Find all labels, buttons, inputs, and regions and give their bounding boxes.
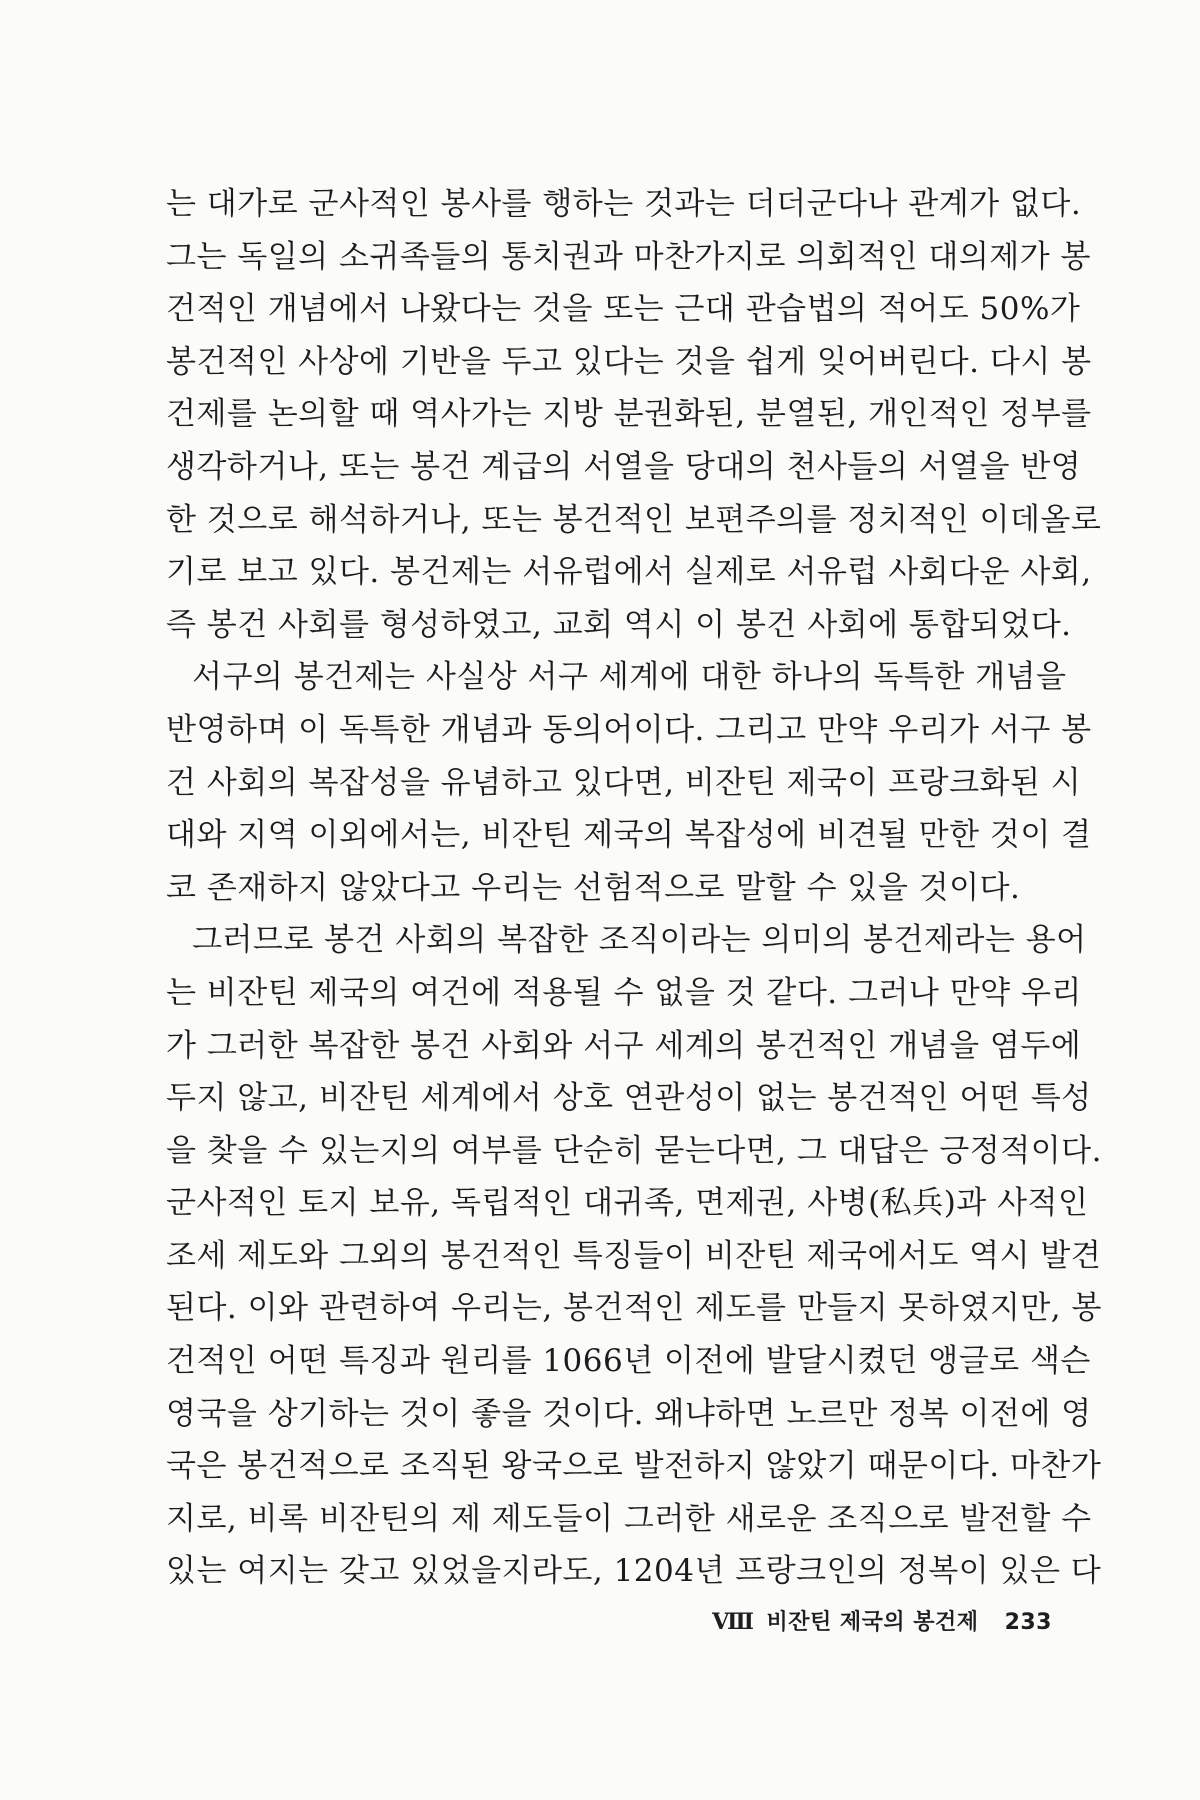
chapter-number: Ⅷ [712,1609,755,1635]
text-line: 대와 지역 이외에서는, 비잔틴 제국의 복잡성에 비견될 만한 것이 결 [166,817,1092,854]
text-line: 된다. 이와 관련하여 우리는, 봉건적인 제도를 만들지 못하였지만, 봉 [166,1290,1102,1327]
paragraph [166,651,1092,914]
text-line: 한 것으로 해석하거나, 또는 봉건적인 보편주의를 정치적인 이데올로 [166,501,1102,538]
running-footer [712,1605,1052,1636]
text-line: 즉 봉건 사회를 형성하였고, 교회 역시 이 봉건 사회에 통합되었다. [166,606,1072,643]
text-line: 서구의 봉건제는 사실상 서구 세계에 대한 하나의 독특한 개념을 [192,659,1067,696]
text-line: 그는 독일의 소귀족들의 통치권과 마찬가지로 의회적인 대의제가 봉 [166,238,1091,275]
text-line: 영국을 상기하는 것이 좋을 것이다. 왜냐하면 노르만 정복 이전에 영 [166,1395,1092,1432]
text-line: 봉건적인 사상에 기반을 두고 있다는 것을 쉽게 잊어버린다. 다시 봉 [166,343,1092,380]
text-line: 반영하며 이 독특한 개념과 동의어이다. 그리고 만약 우리가 서구 봉 [166,711,1092,748]
text-line: 기로 보고 있다. 봉건제는 서유럽에서 실제로 서유럽 사회다운 사회, [166,554,1092,591]
text-line: 는 대가로 군사적인 봉사를 행하는 것과는 더더군다나 관계가 없다. [166,186,1082,222]
text-line: 는 비잔틴 제국의 여건에 적용될 수 없을 것 같다. 그러나 만약 우리 [166,974,1082,1011]
text-line: 국은 봉건적으로 조직된 왕국으로 발전하지 않았기 때문이다. 마찬가 [166,1448,1102,1485]
body-text [166,178,1102,1598]
text-line: 있는 여지는 갖고 있었을지라도, 1204년 프랑크인의 정복이 있은 다 [166,1553,1102,1590]
text-line: 조세 제도와 그외의 봉건적인 특징들이 비잔틴 제국에서도 역시 발견 [166,1237,1102,1274]
text-line: 건적인 어떤 특징과 원리를 1066년 이전에 발달시켰던 앵글로 색슨 [166,1343,1091,1380]
text-line: 군사적인 토지 보유, 독립적인 대귀족, 면제권, 사병(私兵)과 사적인 [166,1185,1089,1222]
text-line: 건제를 논의할 때 역사가는 지방 분권화된, 분열된, 개인적인 정부를 [166,396,1092,433]
chapter-title: 비잔틴 제국의 봉건제 [766,1610,979,1635]
text-line: 건 사회의 복잡성을 유념하고 있다면, 비잔틴 제국이 프랑크화된 시 [166,764,1082,801]
paragraph [166,178,1102,651]
text-line: 그러므로 봉건 사회의 복잡한 조직이라는 의미의 봉건제라는 용어 [192,922,1087,959]
text-line: 두지 않고, 비잔틴 세계에서 상호 연관성이 없는 봉건적인 어떤 특성 [166,1080,1092,1117]
text-line: 을 찾을 수 있는지의 여부를 단순히 묻는다면, 그 대답은 긍정적이다. [166,1132,1102,1169]
page-number: 233 [1004,1610,1052,1635]
paragraph [166,914,1102,1598]
text-line: 건적인 개념에서 나왔다는 것을 또는 근대 관습법의 적어도 50%가 [166,291,1081,328]
text-line: 생각하거나, 또는 봉건 계급의 서열을 당대의 천사들의 서열을 반영 [166,448,1082,485]
text-line: 코 존재하지 않았다고 우리는 선험적으로 말할 수 있을 것이다. [166,869,1021,906]
text-line: 가 그러한 복잡한 봉건 사회와 서구 세계의 봉건적인 개념을 염두에 [166,1027,1082,1064]
text-line: 지로, 비록 비잔틴의 제 제도들이 그러한 새로운 조직으로 발전할 수 [166,1500,1092,1537]
